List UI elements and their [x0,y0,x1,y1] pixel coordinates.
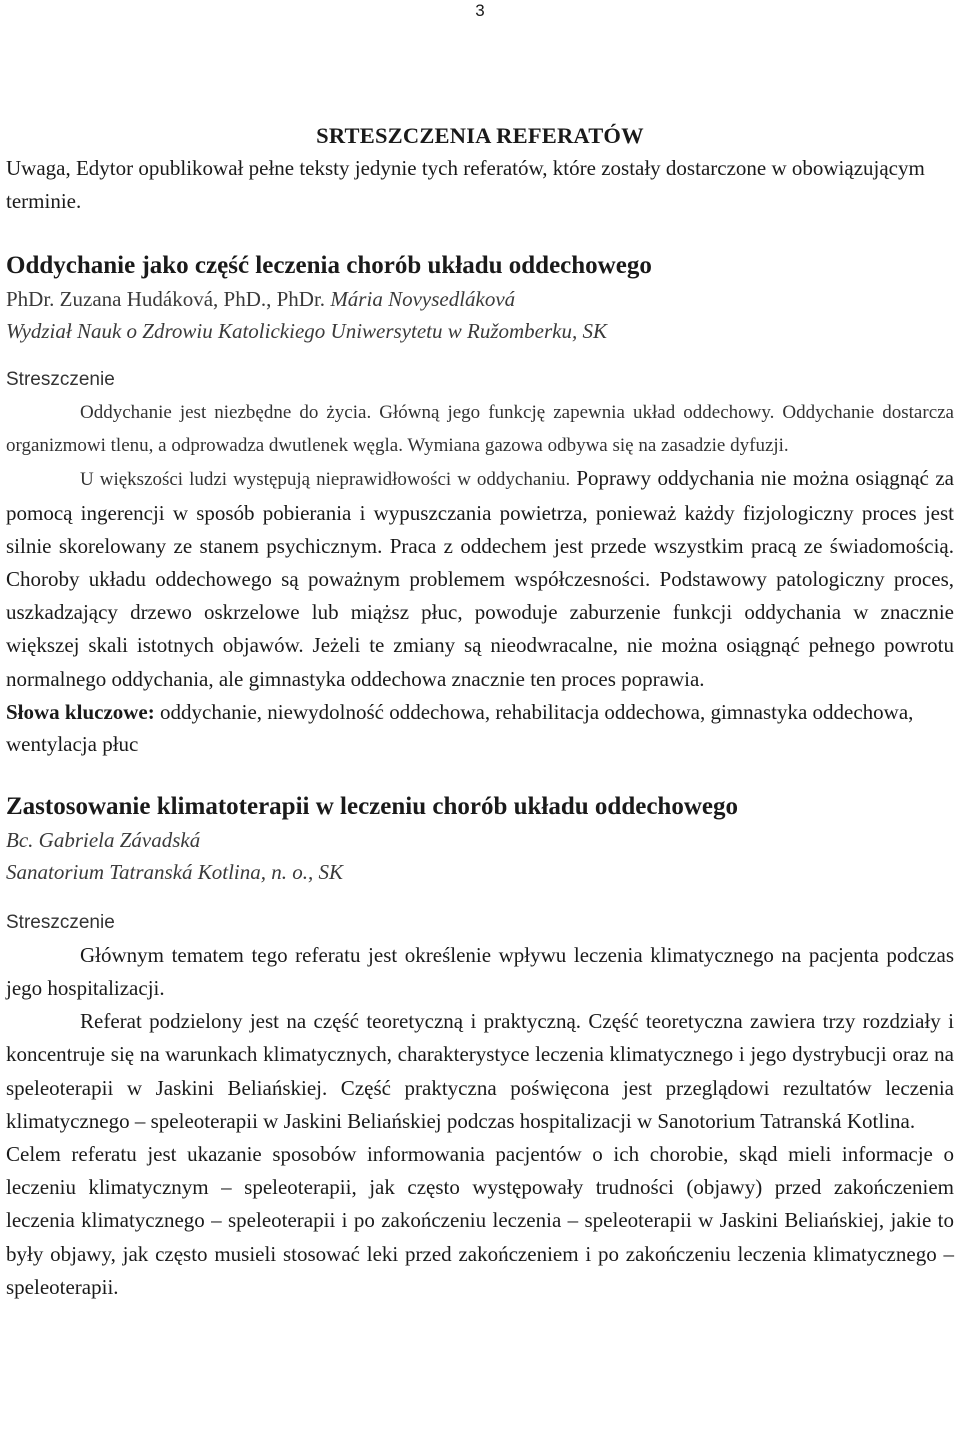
abstract-text: Poprawy oddychania nie można osiągnąć za pomocą ingerencji w sposób pobierania i wypuszczania powietrza, ponieważ każdy fizjologiczny proces jest silnie skorelowany ze stanem psychicznym. Praca z oddechem jest przede wszystkim pracą ze świadomością. Choroby układu oddechowego są poważnym problemem współczesności. Podstawowy patologiczny proces, uszkadzający drzewo oskrzelowe lub miąższ płuc, powoduje zaburzenie funkcji oddychania w znacznie większej skali istotnych objawów. Jeżeli te zmiany są nieodwracalne, nie można osiągnąć pełnego powrotu normalnego oddychania, ale gimnastyka oddechowa znacznie ten proces poprawia. [6,466,955,691]
article-author: Bc. Gabriela Závadská [6,827,201,852]
page-number: 3 [475,1,485,20]
article-authors [6,283,954,315]
author-title: PhDr. [276,287,331,311]
abstract-paragraph: Referat podzielony jest na część teoretyczną i praktyczną. Część teoretyczna zawiera trzy rozdziały i koncentruje się na warunkach klimatycznych, charakterystyce leczenia klimatycznego i jego dystrybucji oraz na speleoterapii w Jaskini Beliańskiej. Część praktyczna poświęcona jest przeglądowi rezultatów leczenia klimatycznego – speleoterapii w Jaskini Beliańskiej podczas hospitalizacji w Sanotorium Tatranská Kotlina. [6,1009,954,1133]
abstract-label: Streszczenie [6,369,115,390]
article-climatotherapy [6,790,954,1304]
section-title: SRTESZCZENIA REFERATÓW [316,123,644,148]
article-affiliation: Sanatorium Tatranská Kotlina, n. o., SK [6,859,344,884]
article-title: Zastosowanie klimatoterapii w leczeniu chorób układu oddechowego [6,792,738,820]
abstract-paragraph: Celem referatu jest ukazanie sposobów informowania pacjentów o ich chorobie, skąd mieli informacje o leczeniu klimatycznym – speleoterapii, jak często występowały trudności (objawy) przed zakończeniem leczenia klimatycznego – speleoterapii i po zakończeniu leczenia – speleoterapii w Jaskini Beliańskiej, jakie to były objawy, jak często musieli stosować leki przed zakończeniem i po zakończeniu leczenia klimatycznego – speleoterapii. [6,1142,954,1299]
keywords [6,696,954,760]
article-title: Oddychanie jako część leczenia chorób układu oddechowego [6,252,652,279]
author-name: PhDr. Zuzana Hudáková, PhD. [6,287,267,311]
document-body [6,120,954,1304]
editor-note: Uwaga, Edytor opublikował pełne teksty jedynie tych referatów, które zostały dostarczone w obowiązującym terminie. [6,156,925,213]
abstract-paragraph: Oddychanie jest niezbędne do życia. Główną jego funkcję zapewnia układ oddechowy. Oddychanie dostarcza organizmowi tlenu, a odprowadza dwutlenek węgla. Wymiana gazowa odbywa się na zasadzie dyfuzji. [6,402,954,457]
abstract-sentence: U większości ludzi występują nieprawidłowości w oddychaniu. [80,469,577,491]
keywords-label: Słowa kluczowe: [6,699,155,724]
abstract-paragraph [6,462,954,695]
keywords-list: oddychanie, niewydolność oddechowa, rehabilitacja oddechowa, gimnastyka oddechowa, wentylacja płuc [6,699,914,756]
article-breathing [6,249,954,760]
abstract-label: Streszczenie [6,911,115,933]
article-affiliation: Wydział Nauk o Zdrowiu Katolickiego Uniwersytetu w Ružomberku, SK [6,319,608,343]
author-separator: , [266,287,277,311]
author-name: Mária Novysedláková [330,287,516,311]
abstract-paragraph: Głównym tematem tego referatu jest określenie wpływu leczenia klimatycznego na pacjenta podczas jego hospitalizacji. [6,942,954,1001]
